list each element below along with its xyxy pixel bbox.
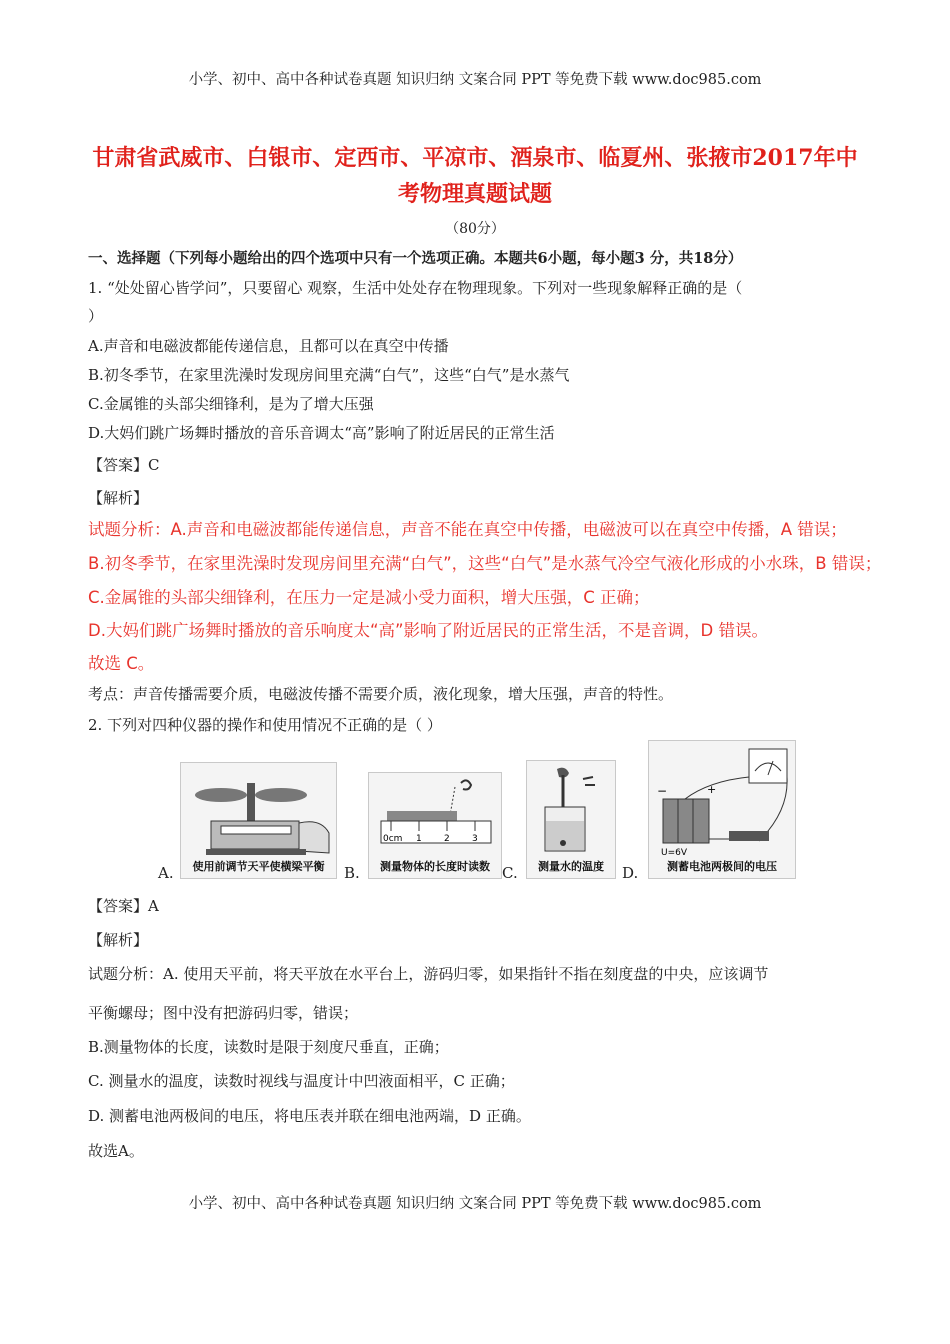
ruler-tick-1: 1 <box>416 834 422 844</box>
q1-answer: 【答案】C <box>88 456 160 474</box>
figure-thermometer <box>526 760 616 879</box>
total-score: （80分） <box>445 221 505 237</box>
page-footer: 小学、初中、高中各种试卷真题 知识归纳 文案合同 PPT 等免费下载 www.doc985.com <box>188 1196 762 1212</box>
caption-ruler: 测量物体的长度时读数 <box>380 860 490 873</box>
q1-analysis-line-3: C.金属锥的头部尖细锋利，在压力一定是减小受力面积，增大压强，C 正确； <box>88 588 650 607</box>
q1-stem-line-2: ） <box>88 307 104 325</box>
q2-option-d-label: D. <box>622 864 639 882</box>
q1-analysis-line-4: D.大妈们跳广场舞时播放的音乐响度太“高”影响了附近居民的正常生活，不是音调，D 错误。 <box>88 621 768 640</box>
caption-thermometer: 测量水的温度 <box>538 860 604 873</box>
ruler-tick-3: 3 <box>472 834 478 844</box>
ruler-tick-2: 2 <box>444 834 450 844</box>
battery-voltage: U=6V <box>661 848 688 858</box>
figure-ruler <box>368 772 502 879</box>
plus-icon: + <box>707 783 717 796</box>
page-header: 小学、初中、高中各种试卷真题 知识归纳 文案合同 PPT 等免费下载 www.doc985.com <box>188 72 762 88</box>
q2-option-b-label: B. <box>344 864 360 882</box>
q2-analysis-line-1: 试题分析：A. 使用天平前，将天平放在水平台上，游码归零，如果指针不指在刻度盘的中央，应该调节 <box>88 965 769 983</box>
q2-answer: 【答案】A <box>88 897 159 915</box>
caption-voltmeter: 测蓄电池两极间的电压 <box>667 860 777 873</box>
q2-option-c-label: C. <box>502 864 518 882</box>
q2-analysis-line-4: C. 测量水的温度，读数时视线与温度计中凹液面相平，C 正确； <box>88 1072 515 1090</box>
q1-option-b: B.初冬季节，在家里洗澡时发现房间里充满“白气”，这些“白气”是水蒸气 <box>88 366 570 384</box>
section-heading: 一、选择题（下列每小题给出的四个选项中只有一个选项正确。本题共6小题，每小题3 分，共18分） <box>88 250 743 267</box>
q1-kaodian: 考点：声音传播需要介质，电磁波传播不需要介质，液化现象，增大压强，声音的特性。 <box>88 685 674 703</box>
q2-analysis-line-6: 故选A。 <box>88 1142 144 1160</box>
q1-option-d: D.大妈们跳广场舞时播放的音乐音调太“高”影响了附近居民的正常生活 <box>88 424 555 442</box>
q2-analysis-label: 【解析】 <box>88 931 149 949</box>
q1-stem-line-1: 1. “处处留心皆学问”，只要留心 观察，生活中处处存在物理现象。下列对一些现象解释正确的是（ <box>88 279 743 297</box>
ruler-tick-0: 0cm <box>383 834 403 844</box>
caption-balance: 使用前调节天平使横梁平衡 <box>192 860 325 873</box>
q1-analysis-line-5: 故选 C。 <box>88 654 155 673</box>
minus-icon: − <box>657 784 668 798</box>
page-title-line-2: 考物理真题试题 <box>397 181 552 207</box>
q1-analysis-label: 【解析】 <box>88 489 149 507</box>
q2-analysis-line-2: 平衡螺母；图中没有把游码归零，错误； <box>88 1004 359 1022</box>
q1-analysis-line-1: 试题分析：A.声音和电磁波都能传递信息，声音不能在真空中传播，电磁波可以在真空中传播，A 错误； <box>88 520 847 539</box>
q1-option-a: A.声音和电磁波都能传递信息，且都可以在真空中传播 <box>88 337 449 355</box>
q2-stem: 2. 下列对四种仪器的操作和使用情况不正确的是（ ） <box>88 716 442 734</box>
q1-analysis-line-2: B.初冬季节，在家里洗澡时发现房间里充满“白气”，这些“白气”是水蒸气冷空气液化形成的小水珠，B 错误； <box>88 554 882 573</box>
q2-option-a-label: A. <box>158 864 174 882</box>
figure-voltmeter <box>648 740 796 879</box>
q2-analysis-line-5: D. 测蓄电池两极间的电压，将电压表并联在细电池两端，D 正确。 <box>88 1107 531 1125</box>
q2-analysis-line-3: B.测量物体的长度，读数时是限于刻度尺垂直，正确； <box>88 1038 449 1056</box>
page-title-line-1: 甘肃省武威市、白银市、定西市、平凉市、酒泉市、临夏州、张掖市2017年中 <box>92 145 858 171</box>
q1-option-c: C.金属锥的头部尖细锋利，是为了增大压强 <box>88 395 374 413</box>
figure-balance <box>180 762 337 879</box>
